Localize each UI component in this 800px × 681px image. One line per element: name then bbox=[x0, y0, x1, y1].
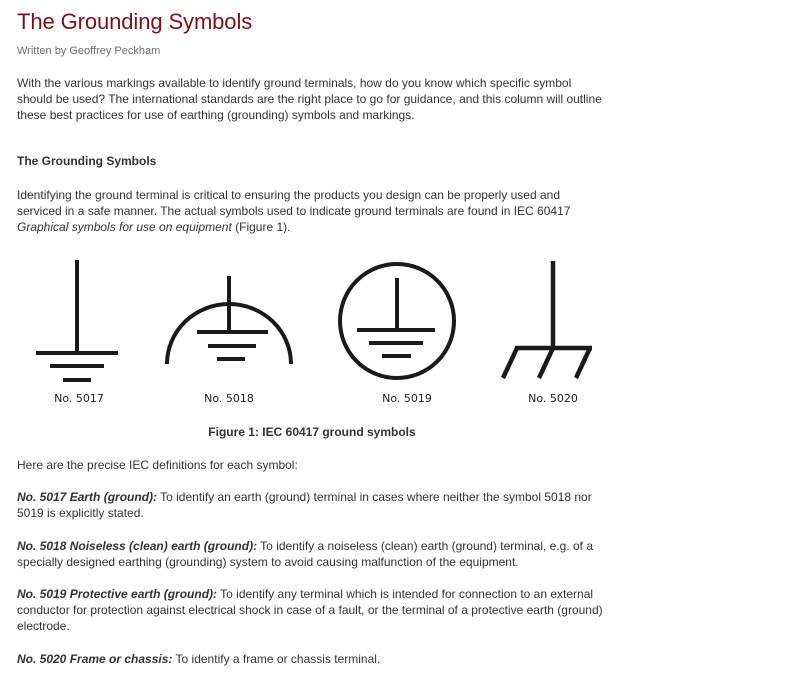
earth-ground-icon bbox=[9, 254, 149, 389]
definition-text: To identify a frame or chassis terminal. bbox=[172, 652, 381, 666]
definitions-intro: Here are the precise IEC definitions for each symbol: bbox=[17, 458, 298, 472]
frame-chassis-icon bbox=[491, 254, 631, 389]
article-title: The Grounding Symbols bbox=[17, 9, 253, 34]
noiseless-earth-icon bbox=[159, 254, 299, 389]
section-heading: The Grounding Symbols bbox=[17, 154, 157, 168]
symbol-5019 bbox=[337, 254, 477, 414]
definition-term: No. 5018 Noiseless (clean) earth (ground): bbox=[17, 539, 258, 553]
intro-paragraph: With the various markings available to identify ground terminals, how do you know which specific symbol should be used? The international standards are the right place to go for guidance, and this column will outline these best practices for use of earthing (grounding) symbols and markings. bbox=[17, 76, 602, 122]
definition-term: No. 5019 Protective earth (ground): bbox=[17, 587, 218, 601]
definition-text: To identify an earth (ground) terminal in cases where neither the symbol 5018 nor 5019 is explicitly stated. bbox=[17, 490, 592, 520]
symbol-label: No. 5017 bbox=[54, 392, 104, 405]
definition-5018 bbox=[17, 538, 607, 570]
figure-ground-symbols bbox=[17, 254, 607, 414]
symbol-label: No. 5019 bbox=[382, 392, 432, 405]
article-byline: Written by Geoffrey Peckham bbox=[17, 45, 161, 57]
symbol-5018 bbox=[159, 254, 299, 414]
identifying-text: Identifying the ground terminal is critical to ensuring the products you design can be properly used and serviced in a safe manner. The actual symbols used to indicate ground terminals are found in IEC 60417 bbox=[17, 188, 571, 218]
symbol-label: No. 5018 bbox=[204, 392, 254, 405]
identifying-paragraph bbox=[17, 187, 607, 235]
definition-term: No. 5017 Earth (ground): bbox=[17, 490, 158, 504]
definition-text: To identify a noiseless (clean) earth (ground) terminal, e.g. of a specially designed earthing (grounding) system to avoid causing malfunction of the equipment. bbox=[17, 539, 594, 569]
definition-text: To identify any terminal which is intended for connection to an external conductor for protection against electrical shock in case of a fault, or the terminal of a protective earth (ground) electrode. bbox=[17, 587, 603, 633]
definition-5019 bbox=[17, 586, 607, 634]
symbol-5020 bbox=[491, 254, 631, 414]
protective-earth-icon bbox=[337, 254, 477, 389]
symbol-label: No. 5020 bbox=[528, 392, 578, 405]
definition-5017 bbox=[17, 489, 607, 521]
definition-term: No. 5020 Frame or chassis: bbox=[17, 652, 173, 666]
figure-caption: Figure 1: IEC 60417 ground symbols bbox=[208, 425, 416, 439]
symbol-5017 bbox=[9, 254, 149, 414]
definition-5020 bbox=[17, 651, 607, 667]
standard-title: Graphical symbols for use on equipment bbox=[17, 220, 232, 234]
identifying-suffix: (Figure 1). bbox=[231, 220, 291, 234]
